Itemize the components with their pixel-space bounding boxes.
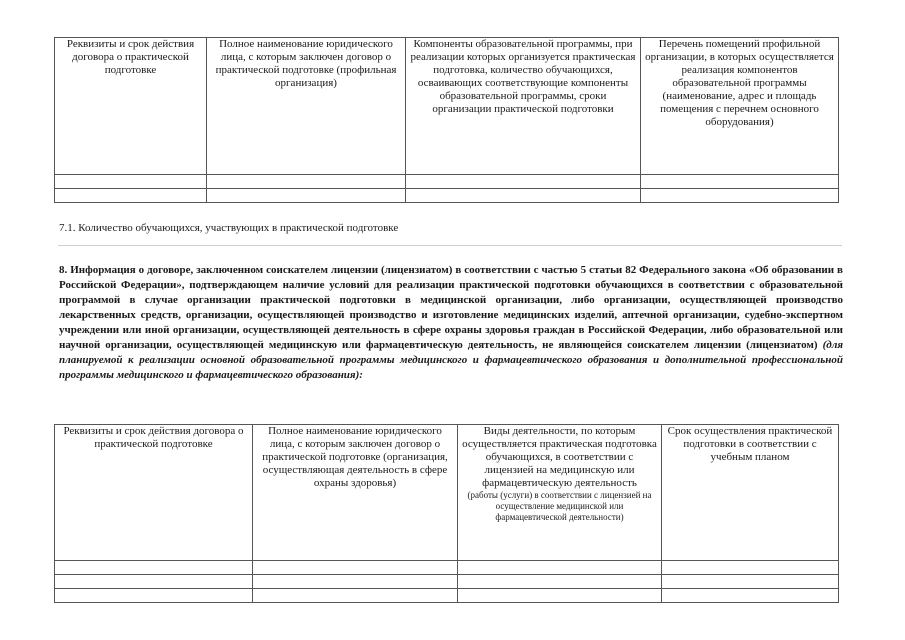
table-cell[interactable] [406,175,641,189]
table1-header-organization: Полное наименование юридического лица, с которым заключен договор о практической подготовке (профильная организация) [207,38,406,175]
table-cell[interactable] [55,189,207,203]
table2-header-organization: Полное наименование юридического лица, с которым заключен договор о практической подготовке (организация, осуществляющая деятельность в сфере охраны здоровья) [253,425,458,561]
table-row [55,561,839,575]
divider [58,245,842,246]
table-cell[interactable] [406,189,641,203]
table-cell[interactable] [458,561,662,575]
table2-header-activities [458,425,662,561]
table-header-row [55,425,839,561]
table-cell[interactable] [662,575,839,589]
table-row [55,589,839,603]
table-cell[interactable] [253,575,458,589]
table1-header-premises: Перечень помещений профильной организации, в которых осуществляется реализация компонентов образовательной программы (наименование, адрес и площадь помещения с перечнем основного оборудования) [641,38,839,175]
table-cell[interactable] [662,589,839,603]
section-8-bold-text: 8. Информация о договоре, заключенном соискателем лицензии (лицензиатом) в соответствии с частью 5 статьи 82 Федерального закона «Об образовании в Российской Федерации», подтверждающем наличие условий для реализации практической подготовки обучающихся в соответствии с образовательной программой в случае организации практической подготовки в медицинской организации, либо организации, осуществляющей производство лекарственных средств, организации, осуществляющей производство и изготовление медицинских изделий, аптечной организации, судебно-экспертном учреждении или иной организации, осуществляющей деятельность в сфере охраны здоровья граждан в Российской Федерации, либо образовательной или научной организации, осуществляющей медицинскую или фармацевтическую деятельность, не являющейся соискателем лицензии (лицензиатом) [59,264,843,351]
table-cell[interactable] [55,589,253,603]
table-cell[interactable] [458,589,662,603]
table-row [55,575,839,589]
table-cell[interactable] [55,175,207,189]
table-cell[interactable] [55,575,253,589]
table-cell[interactable] [253,589,458,603]
section-8-italic-text: (для планируемой к реализации основной образовательной программы медицинского и фармацевтического образования и дополнительной профессиональной программы медицинского и фармацевтического образования): [59,339,844,381]
table1-header-contract: Реквизиты и срок действия договора о практической подготовке [55,38,207,175]
table-cell[interactable] [641,175,839,189]
table-header-row [55,38,839,175]
table-cell[interactable] [662,561,839,575]
section-8-paragraph [59,263,843,383]
table1-header-program-components: Компоненты образовательной программы, при реализации которых организуется практическая подготовка, количество обучающихся, осваивающих соответствующие компоненты образовательной программы, сроки организации практической подготовки [406,38,641,175]
students-count-line: 7.1. Количество обучающихся, участвующих в практической подготовке [59,222,399,234]
table-cell[interactable] [253,561,458,575]
practical-training-table-1 [54,37,839,203]
table2-header-period: Срок осуществления практической подготовки в соответствии с учебным планом [662,425,839,561]
table-cell[interactable] [55,561,253,575]
table2-header-contract: Реквизиты и срок действия договора о практической подготовке [55,425,253,561]
table-row [55,189,839,203]
table2-header-activities-text: Виды деятельности, по которым осуществляется практическая подготовка обучающихся, в соответствии с лицензией на медицинскую или фармацевтическую деятельность [462,425,657,489]
practical-training-table-2 [54,424,839,603]
table-cell[interactable] [207,189,406,203]
table-cell[interactable] [207,175,406,189]
table-cell[interactable] [641,189,839,203]
table2-header-activities-note: (работы (услуги) в соответствии с лицензией на осуществление медицинской или фармацевтической деятельности) [467,490,652,522]
table-cell[interactable] [458,575,662,589]
table-row [55,175,839,189]
